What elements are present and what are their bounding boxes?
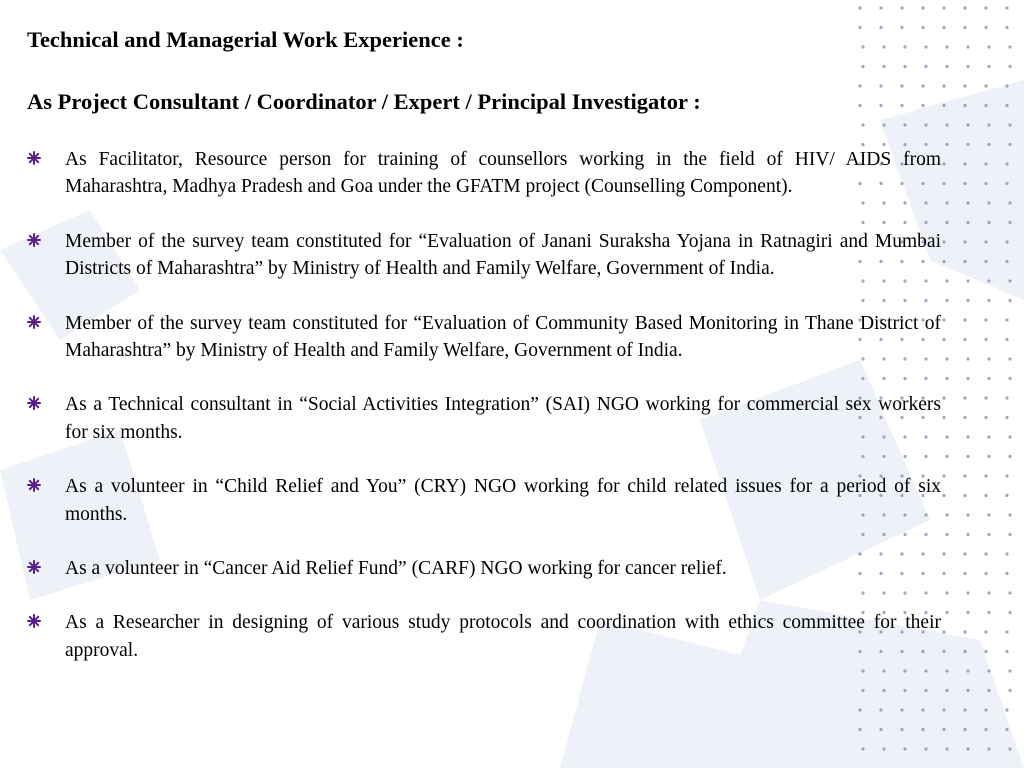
list-item-text: As a Researcher in designing of various study protocols and coordination with ethics committee for their approval. [65,612,941,661]
list-item-text: As Facilitator, Resource person for training of counsellors working in the field of HIV/ AIDS from Maharashtra, Madhya Pradesh and Goa under the GFATM project (Counselling Component). [65,149,941,198]
list-item [27,473,941,528]
asterisk-icon [27,478,41,492]
list-item [27,228,941,283]
asterisk-icon [27,560,41,574]
asterisk-icon [27,151,41,165]
list-item [27,391,941,446]
list-item-text: As a volunteer in “Cancer Aid Relief Fund” (CARF) NGO working for cancer relief. [65,558,727,580]
list-item [27,310,941,365]
list-item [27,146,941,201]
asterisk-icon [27,315,41,329]
list-item-text: Member of the survey team constituted for “Evaluation of Community Based Monitoring in Thane District of Maharashtra” by Ministry of Health and Family Welfare, Government of India. [65,312,941,362]
role-heading: As Project Consultant / Coordinator / Expert / Principal Investigator : [27,89,701,114]
list-item [27,555,941,582]
list-item [27,609,941,664]
list-item-text: As a volunteer in “Child Relief and You” (CRY) NGO working for child related issues for a period of six months. [65,476,941,525]
list-item-text: Member of the survey team constituted for “Evaluation of Janani Suraksha Yojana in Ratnagiri and Mumbai Districts of Maharashtra” by Ministry of Health and Family Welfare, Government of India. [65,230,941,280]
work-experience-heading: Technical and Managerial Work Experience : [27,27,464,52]
experience-list [27,146,941,691]
asterisk-icon [27,233,41,247]
asterisk-icon [27,614,41,628]
asterisk-icon [27,396,41,410]
list-item-text: As a Technical consultant in “Social Activities Integration” (SAI) NGO working for commercial sex workers for six months. [65,394,941,443]
